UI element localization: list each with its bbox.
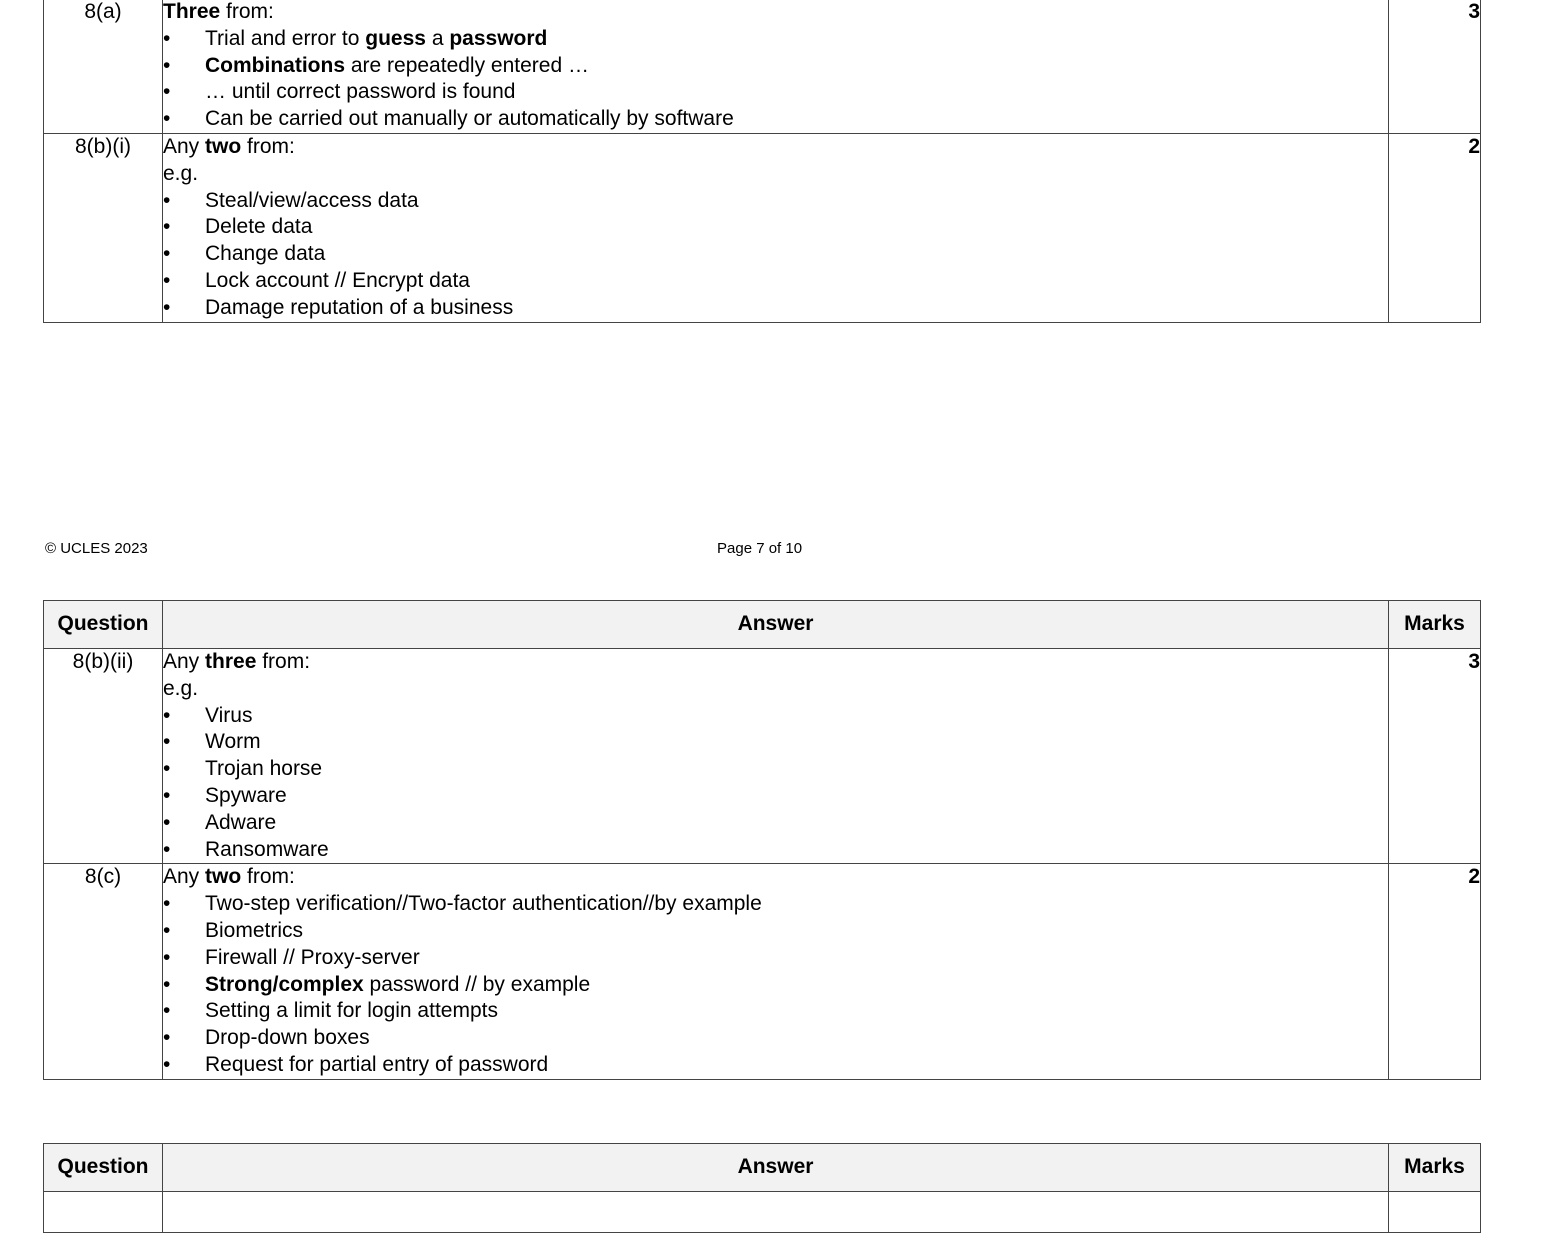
list-item [163,241,1388,268]
marks-value: 3 [1389,0,1481,133]
bold-text: Strong/complex [205,972,364,996]
marks-value: 3 [1389,649,1481,864]
list-item [163,703,1388,730]
text-run: Spyware [205,783,287,807]
mark-scheme-table-1 [43,0,1481,323]
answer-intro [163,864,1388,891]
answer-bullet-list [163,891,1388,1079]
list-item [163,837,1388,864]
text-run: Setting a limit for login attempts [205,999,498,1023]
example-label: e.g. [163,676,199,700]
question-number: 8(c) [44,864,163,1079]
list-item [163,810,1388,837]
list-item [163,214,1388,241]
answer-intro [163,0,1388,26]
list-item [163,756,1388,783]
list-item [163,1025,1388,1052]
text-run: … until correct password is found [205,80,516,104]
list-item [163,945,1388,972]
text-run: Request for partial entry of password [205,1052,549,1076]
text-run: Trial and error to [205,26,366,50]
table-1-body [44,0,1481,322]
text-run: are repeatedly entered … [345,53,589,77]
header-answer: Answer [163,601,1389,649]
text-run: a [425,26,450,50]
list-item [163,295,1388,322]
header-marks: Marks [1389,1144,1481,1192]
list-item [163,268,1388,295]
bold-text: Combinations [205,53,345,77]
table-row-placeholder [44,1192,1481,1233]
text-run: Adware [205,810,277,834]
text-run: Any [163,865,206,889]
answer-cell [163,649,1389,864]
text-run: Steal/view/access data [205,188,419,212]
header-question: Question [44,601,163,649]
marks-value: 2 [1389,864,1481,1079]
answer-intro [163,649,1388,676]
text-run: password // by example [363,972,591,996]
answer-bullet-list [163,188,1388,322]
answer-cell [163,0,1389,133]
list-item [163,106,1388,133]
list-item [163,26,1388,53]
text-run: Virus [205,703,253,727]
answer-cell [163,864,1389,1079]
text-run: from: [256,650,311,673]
list-item [163,918,1388,945]
copyright-footer: © UCLES 2023 [45,540,148,557]
text-run: Change data [205,242,326,266]
mark-scheme-table-2 [43,600,1481,1080]
bold-text: Three [163,0,221,23]
table-row [44,864,1481,1079]
bold-text: guess [365,26,426,50]
mark-scheme-table-3 [43,1143,1481,1233]
bold-text: two [205,134,242,158]
list-item [163,79,1388,106]
question-number: 8(b)(ii) [44,649,163,864]
text-run: from: [241,134,295,158]
text-run: Ransomware [205,837,329,861]
text-run: Delete data [205,215,313,239]
table-2-body [44,649,1481,1080]
text-run: from: [241,865,295,889]
answer-intro [163,134,1388,161]
bold-text: two [205,865,242,889]
text-run: from: [220,0,274,23]
text-run: Worm [205,730,261,754]
text-run: Lock account // Encrypt data [205,268,470,292]
bold-text: password [449,26,548,50]
list-item [163,972,1388,999]
text-run: Any [163,650,206,673]
text-run: Trojan horse [205,757,323,781]
text-run: Can be carried out manually or automatically by software [205,107,734,131]
list-item [163,1052,1388,1079]
question-number: 8(b)(i) [44,133,163,322]
list-item [163,729,1388,756]
text-run: Damage reputation of a business [205,295,514,319]
list-item [163,783,1388,810]
header-marks: Marks [1389,601,1481,649]
list-item [163,188,1388,215]
text-run: Any [163,134,206,158]
table-row [44,133,1481,322]
text-run: Drop-down boxes [205,1026,370,1050]
list-item [163,998,1388,1025]
bold-text: three [205,650,257,673]
text-run: Firewall // Proxy-server [205,945,420,969]
text-run: Biometrics [205,918,304,942]
answer-bullet-list [163,26,1388,133]
answer-bullet-list [163,703,1388,864]
table-row [44,0,1481,133]
table-header-row [44,1144,1481,1192]
question-number: 8(a) [44,0,163,133]
list-item [163,891,1388,918]
marks-value: 2 [1389,133,1481,322]
table-header-row [44,601,1481,649]
header-answer: Answer [163,1144,1389,1192]
answer-cell [163,133,1389,322]
header-question: Question [44,1144,163,1192]
page-number: Page 7 of 10 [717,540,803,557]
list-item [163,53,1388,80]
text-run: Two-step verification//Two-factor authentication//by example [205,892,762,916]
example-label: e.g. [163,161,199,185]
table-row [44,649,1481,864]
